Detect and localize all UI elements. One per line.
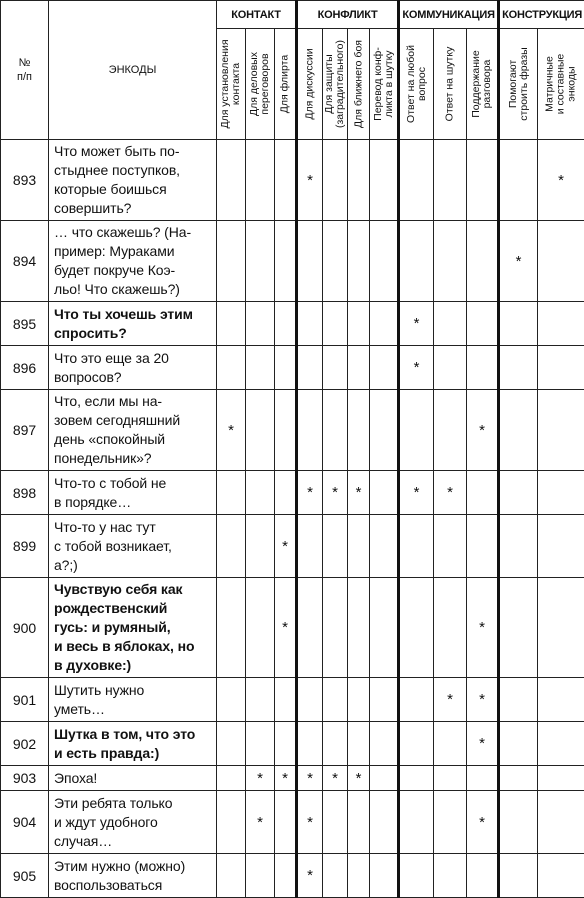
mark-cell <box>297 390 323 471</box>
mark-cell <box>399 766 434 791</box>
column-header-label: Ответ на любой вопрос <box>404 45 428 123</box>
mark-cell <box>275 221 297 302</box>
mark-cell <box>370 515 399 578</box>
row-number: 904 <box>1 791 49 854</box>
encode-text: Эпоха! <box>49 766 217 791</box>
mark-cell <box>217 221 246 302</box>
mark-cell <box>434 578 467 678</box>
mark-cell: * <box>246 766 275 791</box>
table-row <box>1 678 584 722</box>
mark-cell: * <box>538 140 584 221</box>
mark-cell <box>370 140 399 221</box>
mark-cell <box>399 791 434 854</box>
mark-cell: * <box>399 471 434 515</box>
mark-cell: * <box>467 678 499 722</box>
mark-cell <box>499 791 538 854</box>
mark-cell <box>370 346 399 390</box>
mark-cell <box>499 515 538 578</box>
column-header-label: Перевод конф- ликта в шутку <box>371 47 395 121</box>
mark-cell <box>538 346 584 390</box>
mark-cell: * <box>399 346 434 390</box>
mark-cell <box>499 346 538 390</box>
mark-cell <box>217 854 246 898</box>
row-number: 895 <box>1 302 49 346</box>
column-header-label: Поддержание разговора <box>470 50 494 118</box>
row-number: 902 <box>1 722 49 766</box>
encode-text: Что, если мы на- зовем сегодняшний день «спокойный понедельник»? <box>49 390 217 471</box>
column-header-9 <box>467 29 499 140</box>
encode-text: … что скажешь? (На- пример: Мураками будет покруче Коэ- льо! Что скажешь?) <box>49 221 217 302</box>
mark-cell <box>434 140 467 221</box>
mark-cell <box>399 390 434 471</box>
mark-cell <box>499 578 538 678</box>
mark-cell <box>348 346 370 390</box>
mark-cell <box>370 302 399 346</box>
mark-cell <box>217 302 246 346</box>
mark-cell: * <box>275 766 297 791</box>
table-row <box>1 722 584 766</box>
mark-cell <box>499 678 538 722</box>
mark-cell <box>399 678 434 722</box>
row-number: 905 <box>1 854 49 898</box>
encode-text: Что это еще за 20 вопросов? <box>49 346 217 390</box>
mark-cell <box>217 346 246 390</box>
group-header-row <box>1 1 584 29</box>
mark-cell <box>434 722 467 766</box>
mark-cell <box>246 471 275 515</box>
column-header-0 <box>217 29 246 140</box>
mark-cell <box>399 221 434 302</box>
mark-cell <box>370 678 399 722</box>
mark-cell <box>538 854 584 898</box>
column-header-7 <box>399 29 434 140</box>
mark-cell <box>434 766 467 791</box>
mark-cell <box>434 854 467 898</box>
mark-cell: * <box>467 722 499 766</box>
mark-cell <box>467 221 499 302</box>
mark-cell <box>217 722 246 766</box>
group-contact: КОНТАКТ <box>217 1 297 29</box>
mark-cell: * <box>434 471 467 515</box>
mark-cell <box>499 722 538 766</box>
mark-cell <box>297 346 323 390</box>
mark-cell <box>217 515 246 578</box>
encode-text: Что может быть по- стыднее поступков, которые боишься совершить? <box>49 140 217 221</box>
mark-cell <box>370 471 399 515</box>
row-number: 903 <box>1 766 49 791</box>
table-row <box>1 302 584 346</box>
table-row <box>1 578 584 678</box>
mark-cell <box>323 578 348 678</box>
mark-cell <box>370 791 399 854</box>
mark-cell <box>348 221 370 302</box>
column-header-11 <box>538 29 584 140</box>
mark-cell <box>467 471 499 515</box>
mark-cell <box>370 766 399 791</box>
mark-cell: * <box>467 791 499 854</box>
mark-cell <box>538 791 584 854</box>
mark-cell <box>275 678 297 722</box>
mark-cell: * <box>217 390 246 471</box>
mark-cell: * <box>467 578 499 678</box>
mark-cell <box>297 221 323 302</box>
encode-text: Что-то с тобой не в порядке… <box>49 471 217 515</box>
mark-cell: * <box>297 140 323 221</box>
mark-cell <box>246 390 275 471</box>
row-number: 901 <box>1 678 49 722</box>
mark-cell <box>370 390 399 471</box>
mark-cell <box>246 346 275 390</box>
mark-cell <box>246 140 275 221</box>
mark-cell <box>499 766 538 791</box>
row-number: 900 <box>1 578 49 678</box>
mark-cell <box>217 471 246 515</box>
mark-cell <box>246 578 275 678</box>
mark-cell <box>399 140 434 221</box>
column-header-label: Для ближнего боя <box>352 40 365 128</box>
mark-cell <box>499 140 538 221</box>
row-number: 893 <box>1 140 49 221</box>
mark-cell <box>370 578 399 678</box>
mark-cell <box>538 302 584 346</box>
mark-cell <box>467 766 499 791</box>
mark-cell <box>246 722 275 766</box>
table-row <box>1 766 584 791</box>
mark-cell <box>323 854 348 898</box>
mark-cell <box>297 515 323 578</box>
mark-cell <box>297 722 323 766</box>
mark-cell <box>538 471 584 515</box>
mark-cell <box>538 221 584 302</box>
mark-cell <box>399 722 434 766</box>
row-number: 899 <box>1 515 49 578</box>
mark-cell <box>434 346 467 390</box>
mark-cell <box>370 722 399 766</box>
column-header-1 <box>246 29 275 140</box>
column-header-5 <box>348 29 370 140</box>
mark-cell <box>434 221 467 302</box>
mark-cell <box>467 346 499 390</box>
encode-text: Эти ребята только и ждут удобного случая… <box>49 791 217 854</box>
encode-text: Что ты хочешь этим спросить? <box>49 302 217 346</box>
table-row <box>1 390 584 471</box>
mark-cell <box>434 302 467 346</box>
mark-cell <box>246 302 275 346</box>
mark-cell <box>217 140 246 221</box>
encode-text: Шутить нужно уметь… <box>49 678 217 722</box>
mark-cell: * <box>323 766 348 791</box>
mark-cell <box>499 390 538 471</box>
mark-cell <box>275 140 297 221</box>
column-header-label: Помогают строить фразы <box>506 47 530 121</box>
group-communication: КОММУНИКАЦИЯ <box>399 1 499 29</box>
mark-cell <box>348 140 370 221</box>
mark-cell <box>467 515 499 578</box>
mark-cell <box>538 766 584 791</box>
mark-cell <box>275 390 297 471</box>
column-header-label: Для деловых переговоров <box>248 52 271 116</box>
mark-cell <box>348 390 370 471</box>
table-row <box>1 140 584 221</box>
mark-cell <box>275 471 297 515</box>
column-header-3 <box>297 29 323 140</box>
mark-cell <box>275 302 297 346</box>
mark-cell: * <box>275 578 297 678</box>
mark-cell <box>217 791 246 854</box>
encode-text: Этим нужно (можно) воспользоваться <box>49 854 217 898</box>
mark-cell <box>246 854 275 898</box>
mark-cell <box>275 854 297 898</box>
mark-cell: * <box>399 302 434 346</box>
mark-cell <box>467 302 499 346</box>
mark-cell <box>399 854 434 898</box>
header-num: № п/п <box>1 1 49 140</box>
mark-cell <box>323 791 348 854</box>
mark-cell <box>348 302 370 346</box>
column-header-label: Для установления контакта <box>219 39 242 129</box>
mark-cell <box>538 722 584 766</box>
mark-cell <box>399 578 434 678</box>
mark-cell <box>399 515 434 578</box>
mark-cell <box>348 722 370 766</box>
mark-cell: * <box>297 766 323 791</box>
mark-cell: * <box>275 515 297 578</box>
mark-cell <box>348 678 370 722</box>
row-number: 897 <box>1 390 49 471</box>
mark-cell <box>348 791 370 854</box>
mark-cell <box>499 302 538 346</box>
mark-cell <box>538 678 584 722</box>
column-header-4 <box>323 29 348 140</box>
mark-cell: * <box>348 766 370 791</box>
mark-cell <box>297 578 323 678</box>
row-number: 896 <box>1 346 49 390</box>
table-row <box>1 346 584 390</box>
mark-cell: * <box>467 390 499 471</box>
encode-text: Шутка в том, что это и есть правда:) <box>49 722 217 766</box>
mark-cell <box>297 302 323 346</box>
mark-cell <box>538 390 584 471</box>
encode-text: Чувствую себя как рождественский гусь: и румяный, и весь в яблоках, но в духовке:) <box>49 578 217 678</box>
table-row <box>1 515 584 578</box>
mark-cell <box>217 578 246 678</box>
mark-cell <box>297 678 323 722</box>
mark-cell <box>499 854 538 898</box>
mark-cell <box>323 302 348 346</box>
mark-cell <box>323 346 348 390</box>
column-header-6 <box>370 29 399 140</box>
mark-cell <box>370 854 399 898</box>
mark-cell <box>217 766 246 791</box>
mark-cell <box>434 390 467 471</box>
mark-cell <box>467 140 499 221</box>
mark-cell <box>323 678 348 722</box>
column-header-10 <box>499 29 538 140</box>
header-encodes: ЭНКОДЫ <box>49 1 217 140</box>
mark-cell: * <box>323 471 348 515</box>
mark-cell <box>323 390 348 471</box>
table-row <box>1 791 584 854</box>
mark-cell: * <box>246 791 275 854</box>
mark-cell <box>348 578 370 678</box>
mark-cell <box>370 221 399 302</box>
table-body <box>1 140 584 898</box>
row-number: 898 <box>1 471 49 515</box>
column-header-2 <box>275 29 297 140</box>
column-header-label: Для защиты (заградительного) <box>323 40 347 129</box>
mark-cell <box>275 346 297 390</box>
mark-cell <box>348 515 370 578</box>
encode-text: Что-то у нас тут с тобой возникает, а?;) <box>49 515 217 578</box>
mark-cell: * <box>348 471 370 515</box>
column-header-label: Матричные и составные энкоды <box>543 53 578 115</box>
table-row <box>1 854 584 898</box>
column-header-label: Для флирта <box>278 54 291 114</box>
mark-cell <box>217 678 246 722</box>
mark-cell: * <box>297 791 323 854</box>
mark-cell: * <box>297 471 323 515</box>
column-header-8 <box>434 29 467 140</box>
mark-cell <box>538 515 584 578</box>
mark-cell <box>246 221 275 302</box>
mark-cell <box>323 140 348 221</box>
mark-cell <box>434 515 467 578</box>
mark-cell: * <box>434 678 467 722</box>
column-header-label: Для дискуссии <box>303 48 316 120</box>
mark-cell <box>434 791 467 854</box>
mark-cell <box>323 221 348 302</box>
row-number: 894 <box>1 221 49 302</box>
mark-cell <box>246 678 275 722</box>
table-row <box>1 471 584 515</box>
group-construction: КОНСТРУКЦИЯ <box>499 1 584 29</box>
column-header-label: Ответ на шутку <box>443 46 456 122</box>
table-row <box>1 221 584 302</box>
mark-cell: * <box>499 221 538 302</box>
mark-cell <box>275 722 297 766</box>
mark-cell <box>323 515 348 578</box>
mark-cell <box>275 791 297 854</box>
mark-cell <box>499 471 538 515</box>
mark-cell: * <box>297 854 323 898</box>
mark-cell <box>246 515 275 578</box>
mark-cell <box>348 854 370 898</box>
mark-cell <box>467 854 499 898</box>
group-conflict: КОНФЛИКТ <box>297 1 399 29</box>
mark-cell <box>538 578 584 678</box>
mark-cell <box>323 722 348 766</box>
